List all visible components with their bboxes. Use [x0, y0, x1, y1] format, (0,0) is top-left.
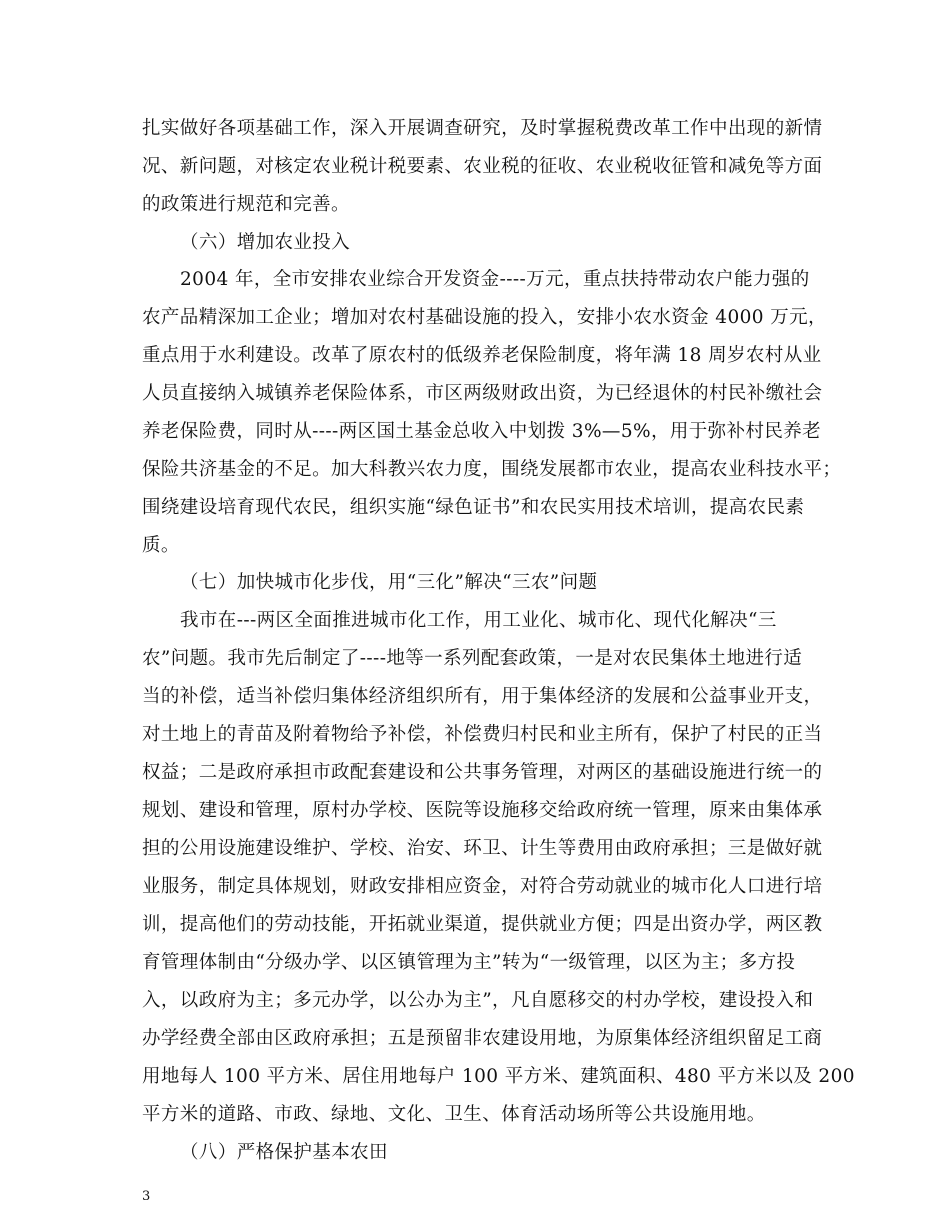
- body-text-line: 况、新问题，对核定农业税计税要素、农业税的征收、农业税收征管和减免等方面: [142, 156, 823, 177]
- body-text-line: 权益；二是政府承担市政配套建设和公共事务管理，对两区的基础设施进行统一的: [142, 762, 823, 783]
- body-text-line: 平方米的道路、市政、绿地、文化、卫生、体育活动场所等公共设施用地。: [142, 1104, 766, 1125]
- body-text-line: 农”问题。我市先后制定了----地等一系列配套政策，一是对农民集体土地进行适: [142, 648, 803, 669]
- body-text-line: 保险共济基金的不足。加大科教兴农力度，围绕发展都市农业，提高农业科技水平；: [142, 459, 842, 480]
- body-text-line: 办学经费全部由区政府承担；五是预留非农建设用地，为原集体经济组织留足工商: [142, 1028, 823, 1049]
- body-text-line: 扎实做好各项基础工作，深入开展调查研究，及时掌握税费改革工作中出现的新情: [142, 118, 823, 139]
- body-text-line: 农产品精深加工企业；增加对农村基础设施的投入，安排小农水资金 4000 万元，: [142, 307, 827, 328]
- body-text-line: 重点用于水利建设。改革了原农村的低级养老保险制度，将年满 18 周岁农村从业: [142, 345, 822, 366]
- body-text-line: 的政策进行规范和完善。: [142, 194, 350, 215]
- section-heading: （六）增加农业投入: [180, 232, 351, 253]
- body-text-line: 质。: [142, 535, 180, 556]
- body-text-line: 2004 年，全市安排农业综合开发资金----万元，重点扶持带动农户能力强的: [180, 269, 810, 290]
- body-text-line: 人员直接纳入城镇养老保险体系，市区两级财政出资，为已经退休的村民补缴社会: [142, 383, 823, 404]
- body-text-line: 当的补偿，适当补偿归集体经济组织所有，用于集体经济的发展和公益事业开支，: [142, 686, 823, 707]
- body-text-line: 用地每人 100 平方米、居住用地每户 100 平方米、建筑面积、480 平方米以及 200: [142, 1066, 855, 1087]
- page-number: 3: [142, 1189, 151, 1204]
- body-text-line: 我市在---两区全面推进城市化工作，用工业化、城市化、现代化解决“三: [180, 610, 777, 631]
- body-text-line: 育管理体制由“分级办学、以区镇管理为主”转为“一级管理，以区为主；多方投: [142, 952, 796, 973]
- body-text-line: 入，以政府为主；多元办学，以公办为主”，凡自愿移交的村办学校，建设投入和: [142, 990, 814, 1011]
- body-text-line: 围绕建设培育现代农民，组织实施“绿色证书”和农民实用技术培训，提高农民素: [142, 497, 805, 518]
- body-text-line: 养老保险费，同时从----两区国土基金总收入中划拨 3%—5%，用于弥补村民养老: [142, 421, 822, 442]
- body-text-line: 规划、建设和管理，原村办学校、医院等设施移交给政府统一管理，原来由集体承: [142, 800, 823, 821]
- body-text-line: 担的公用设施建设维护、学校、治安、环卫、计生等费用由政府承担；三是做好就: [142, 838, 823, 859]
- body-text-line: 对土地上的青苗及附着物给予补偿，补偿费归村民和业主所有，保护了村民的正当: [142, 724, 823, 745]
- section-heading: （七）加快城市化步伐，用“三化”解决“三农”问题: [180, 572, 598, 593]
- body-text-line: 训，提高他们的劳动技能，开拓就业渠道，提供就业方便；四是出资办学，两区教: [142, 914, 823, 935]
- body-text-line: 业服务，制定具体规划，财政安排相应资金，对符合劳动就业的城市化人口进行培: [142, 876, 823, 897]
- section-heading: （八）严格保护基本农田: [180, 1142, 388, 1163]
